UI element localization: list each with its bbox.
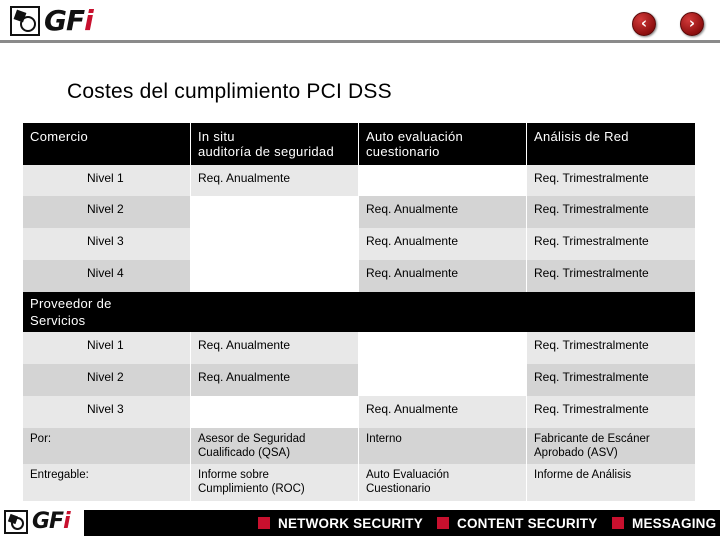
onsite-cell [191,228,358,260]
self-cell [359,364,526,396]
chevron-left-icon: ‹ [640,14,648,32]
scan-cell: Fabricante de Escáner Aprobado (ASV) [527,428,695,464]
gfi-logo-mark-icon [4,510,28,534]
table-row [23,165,695,196]
previous-slide-button[interactable] [632,12,656,36]
scan-cell: Informe de Análisis [527,464,695,501]
self-cell: Interno [359,428,526,464]
label-cell: Por: [23,428,190,464]
red-square-icon [437,517,449,529]
onsite-cell [191,396,358,428]
header-divider [0,40,720,43]
header-cell-self-assessment: Auto evaluación cuestionario [359,123,526,165]
red-square-icon [612,517,624,529]
pci-cost-table [23,123,695,501]
next-slide-button[interactable] [680,12,704,36]
table-row [23,332,695,364]
self-cell: Req. Anualmente [359,196,526,228]
self-cell [359,332,526,364]
red-square-icon [258,517,270,529]
slide-title: Costes del cumplimiento PCI DSS [67,80,392,103]
level-cell: Nivel 3 [23,228,190,260]
table-row [23,196,695,228]
table-header-row [23,123,695,165]
self-cell: Req. Anualmente [359,396,526,428]
deliverable-row [23,464,695,501]
self-cell [359,165,526,196]
onsite-cell: Informe sobre Cumplimiento (ROC) [191,464,358,501]
scan-cell: Req. Trimestralmente [527,332,695,364]
header-cell-onsite: In situ auditoría de seguridad [191,123,358,165]
onsite-cell: Asesor de Seguridad Cualificado (QSA) [191,428,358,464]
table-row [23,364,695,396]
table-row [23,396,695,428]
label-cell: Entregable: [23,464,190,501]
scan-cell: Req. Trimestralmente [527,260,695,292]
gfi-logo-text: GFi [44,4,93,37]
performed-by-row [23,428,695,464]
self-cell: Req. Anualmente [359,228,526,260]
scan-cell: Req. Trimestralmente [527,228,695,260]
footer-link-content-security[interactable]: CONTENT SECURITY [437,510,597,536]
footer [0,507,720,540]
chevron-right-icon: › [688,14,696,32]
self-cell: Auto Evaluación Cuestionario [359,464,526,501]
level-cell: Nivel 2 [23,364,190,396]
table-row [23,228,695,260]
gfi-footer-logo[interactable] [4,510,70,534]
footer-link-network-security[interactable]: NETWORK SECURITY [258,510,423,536]
level-cell: Nivel 2 [23,196,190,228]
level-cell: Nivel 3 [23,396,190,428]
gfi-logo[interactable] [10,5,93,37]
header-cell-network-scan: Análisis de Red [527,123,695,165]
onsite-cell: Req. Anualmente [191,364,358,396]
footer-link-messaging[interactable]: MESSAGING [612,510,716,536]
gfi-logo-text: GFi [32,509,70,534]
table-row [23,260,695,292]
level-cell: Nivel 4 [23,260,190,292]
product-bar [84,510,720,536]
header [0,0,720,44]
header-cell-comercio: Comercio [23,123,190,165]
onsite-cell: Req. Anualmente [191,165,358,196]
scan-cell: Req. Trimestralmente [527,165,695,196]
self-cell: Req. Anualmente [359,260,526,292]
level-cell: Nivel 1 [23,165,190,196]
onsite-cell [191,260,358,292]
gfi-logo-mark-icon [10,6,40,36]
scan-cell: Req. Trimestralmente [527,196,695,228]
scan-cell: Req. Trimestralmente [527,396,695,428]
level-cell: Nivel 1 [23,332,190,364]
provider-section-header: Proveedor de Servicios [23,292,695,332]
onsite-cell: Req. Anualmente [191,332,358,364]
scan-cell: Req. Trimestralmente [527,364,695,396]
onsite-cell [191,196,358,228]
